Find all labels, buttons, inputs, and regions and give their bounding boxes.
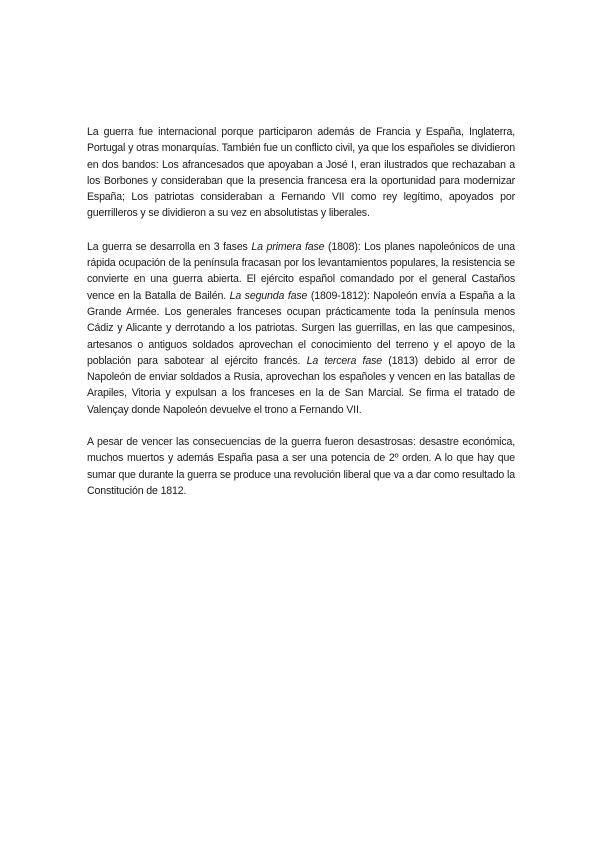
- paragraph-war-phases: [87, 239, 515, 418]
- paragraph-international-war: La guerra fue internacional porque participaron además de Francia y España, Inglaterra, Portugal y otras monarquías. También fue un conflicto civil, ya que los españoles se dividieron en dos bandos: Los afrancesados que apoyaban a José I, eran ilustrados que rechazaban a los Borbones y consideraban que la presencia francesa era la oportunidad para modernizar España; Los patriotas consideraban a Fernando VII como rey legítimo, apoyados por guerrilleros y se dividieron a su vez en absolutistas y liberales.: [87, 126, 515, 220]
- first-phase-label: La primera fase: [251, 240, 325, 253]
- paragraph-consequences: A pesar de vencer las consecuencias de la guerra fueron desastrosas: desastre económica, muchos muertos y además España pasa a ser una potencia de 2º orden. A lo que hay que sumar que durante la guerra se produce una revolución liberal que va a dar como resultado la Constitución de 1812.: [87, 436, 515, 497]
- phases-intro-text: La guerra se desarrolla en 3 fases: [87, 240, 252, 253]
- document-body: [87, 124, 515, 515]
- second-phase-label: La segunda fase: [229, 289, 308, 302]
- second-phase-text: (1809-1812): Napoleón envía a España a la Grande Armée. Los generales franceses ocupan prácticamente toda la península menos Cádiz y Alicante y derrotando a los patriotas. Surgen las guerrillas, en las que campesinos, artesanos o antiguos soldados aprovechan el conocimiento del terreno y el apoyo de la población para sabotear al ejército francés.: [87, 289, 515, 367]
- first-phase-text: (1808): Los planes napoleónicos de una rápida ocupación de la península fracasan por los levantamientos populares, la resistencia se convierte en una guerra abierta. El ejército español comandado por el general Castaños vence en la Batalla de Bailén.: [87, 240, 515, 302]
- third-phase-text: (1813) debido al error de Napoleón de enviar soldados a Rusia, aprovechan los españoles y vencen en las batallas de Arapiles, Vitoria y expulsan a los franceses en la de San Marcial. Se firma el tratado de Valençay donde Napoleón devuelve el trono a Fernando VII.: [87, 354, 515, 416]
- third-phase-label: La tercera fase: [306, 354, 382, 367]
